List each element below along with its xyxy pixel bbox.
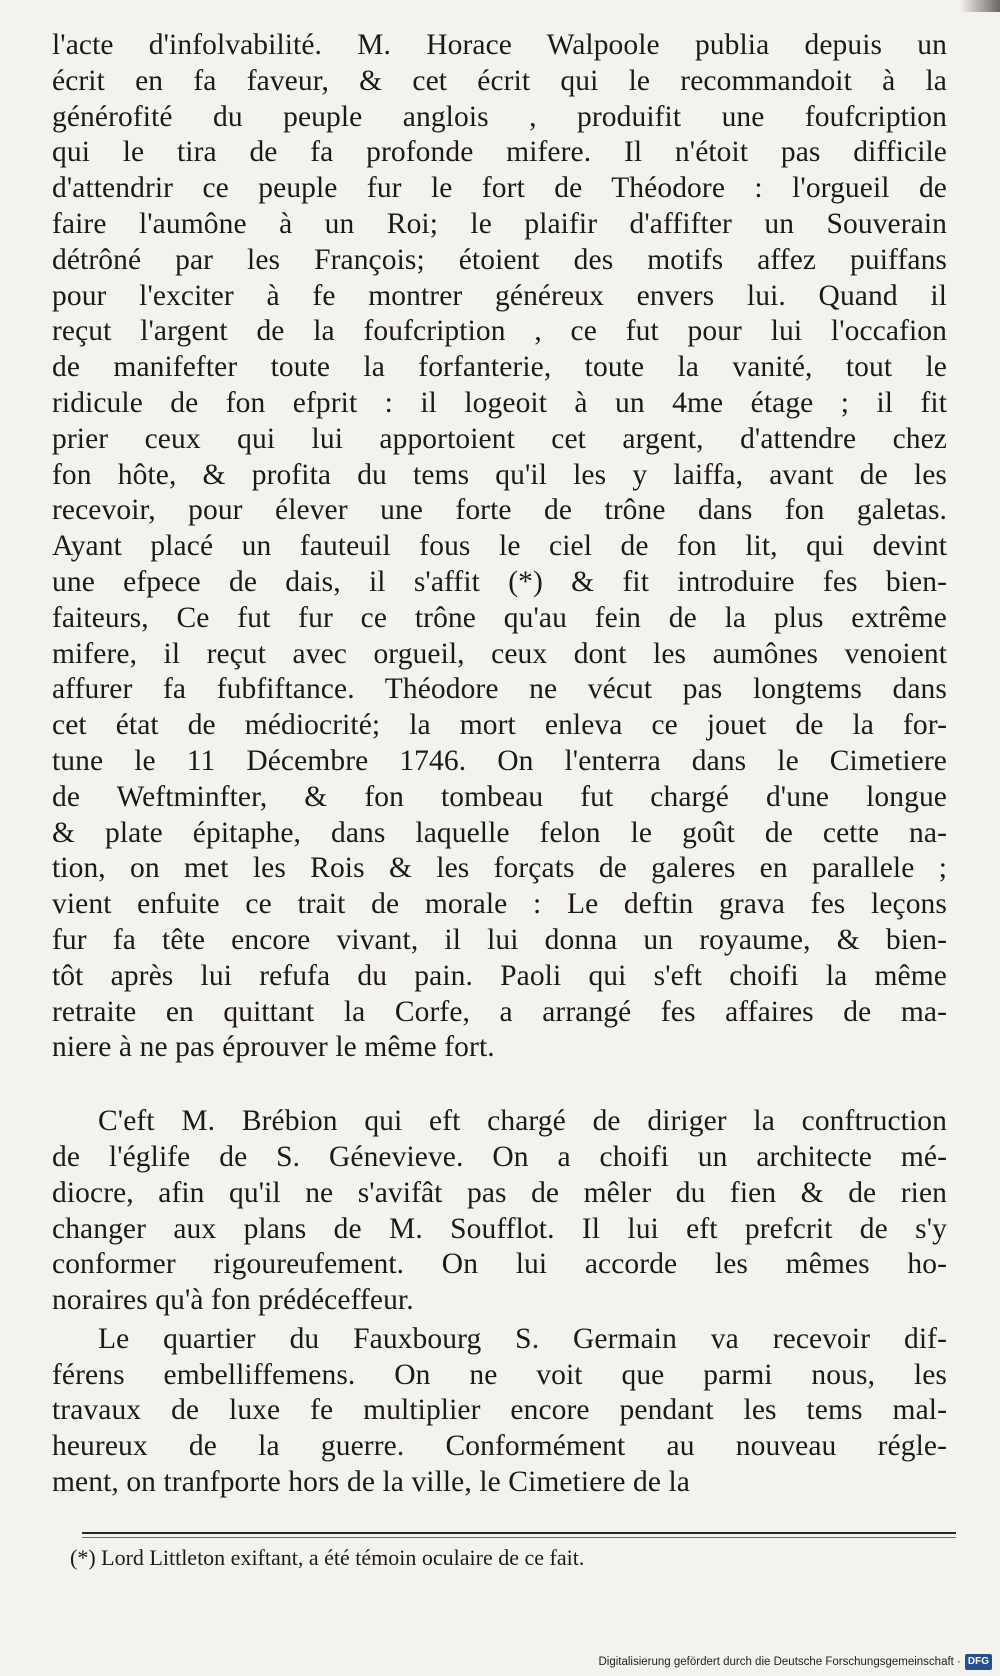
text-line: ridicule de fon efprit : il logeoit à un 4me étage ; il fit xyxy=(52,386,947,419)
footnote-rule-thin xyxy=(82,1537,956,1538)
text-line: cet état de médiocrité; la mort enleva ce jouet de la for- xyxy=(52,709,947,742)
footnote: (*) Lord Littleton exiftant, a été témoin oculaire de ce fait. xyxy=(70,1545,585,1570)
page-text xyxy=(52,28,947,1501)
text-line: vient enfuite ce trait de morale : Le deftin grava fes leçons xyxy=(52,888,947,921)
paragraph-fauxbourg xyxy=(52,1322,947,1501)
text-line: pour l'exciter à fe montrer généreux envers lui. Quand il xyxy=(52,279,947,312)
text-line: qui le tira de fa profonde mifere. Il n'étoit pas difficile xyxy=(52,136,947,169)
text-line: l'acte d'infolvabilité. M. Horace Walpoole publia depuis un xyxy=(52,29,947,61)
text-line: faiteurs, Ce fut fur ce trône qu'au fein de la plus extrême xyxy=(52,601,947,634)
text-line: travaux de luxe fe multiplier encore pendant les tems mal- xyxy=(52,1394,947,1427)
text-line: conformer rigoureufement. On lui accorde les mêmes ho- xyxy=(52,1248,947,1281)
paragraph-theodore xyxy=(52,28,947,1066)
text-line: tion, on met les Rois & les forçats de galeres en parallele ; xyxy=(52,852,947,885)
text-line: générofité du peuple anglois , produifit une foufcription xyxy=(52,100,947,133)
text-line: prier ceux qui lui apportoient cet argent, d'attendre chez xyxy=(52,422,947,455)
text-line: Ayant placé un fauteuil fous le ciel de fon lit, qui devint xyxy=(52,530,947,563)
text-line: de manifefter toute la forfanterie, toute la vanité, tout le xyxy=(52,351,947,384)
text-line: écrit en fa faveur, & cet écrit qui le recommandoit à la xyxy=(52,64,947,97)
text-line: ment, on tranfporte hors de la ville, le Cimetiere de la xyxy=(52,1466,690,1499)
paragraph-brebion xyxy=(52,1104,947,1319)
text-line: retraite en quittant la Corfe, a arrangé fes affaires de ma- xyxy=(52,995,947,1028)
text-line: faire l'aumône à un Roi; le plaifir d'affifter un Souverain xyxy=(52,207,947,240)
paragraph-gap xyxy=(52,1066,947,1104)
text-line: d'attendrir ce peuple fur le fort de Théodore : l'orgueil de xyxy=(52,172,947,205)
text-line: de Weftminfter, & fon tombeau fut chargé d'une longue xyxy=(52,780,947,813)
text-line: noraires qu'à fon prédéceffeur. xyxy=(52,1284,414,1317)
dfg-logo: DFG xyxy=(965,1654,992,1670)
text-line: niere à ne pas éprouver le même fort. xyxy=(52,1031,495,1064)
text-line: reçut l'argent de la foufcription , ce fut pour lui l'occafion xyxy=(52,315,947,348)
text-line: recevoir, pour élever une forte de trône dans fon galetas. xyxy=(52,494,947,527)
text-line: & plate épitaphe, dans laquelle felon le goût de cette na- xyxy=(52,816,947,849)
text-line: tôt après lui refufa du pain. Paoli qui s'eft choifi la même xyxy=(52,959,947,992)
text-line: Le quartier du Fauxbourg S. Germain va recevoir dif- xyxy=(98,1322,947,1355)
scan-edge xyxy=(960,0,1000,12)
digitization-credit xyxy=(598,1654,992,1670)
text-line: férens embelliffemens. On ne voit que parmi nous, les xyxy=(52,1358,947,1391)
text-line: affurer fa fubfiftance. Théodore ne vécut pas longtems dans xyxy=(52,673,947,706)
text-line: changer aux plans de M. Soufflot. Il lui eft prefcrit de s'y xyxy=(52,1212,947,1245)
text-line: de l'églife de S. Génevieve. On a choifi un architecte mé- xyxy=(52,1140,947,1173)
text-line: diocre, afin qu'il ne s'avifât pas de mêler du fien & de rien xyxy=(52,1176,947,1209)
text-line: tune le 11 Décembre 1746. On l'enterra dans le Cimetiere xyxy=(52,744,947,777)
text-line: fon hôte, & profita du tems qu'il les y laiffa, avant de les xyxy=(52,458,947,491)
credit-text: Digitalisierung gefördert durch die Deutsche Forschungsgemeinschaft · xyxy=(598,1656,961,1668)
text-line: détrôné par les François; étoient des motifs affez puiffans xyxy=(52,243,947,276)
footnote-rule xyxy=(82,1532,956,1534)
text-line: heureux de la guerre. Conformément au nouveau régle- xyxy=(52,1430,947,1463)
text-line: une efpece de dais, il s'affit (*) & fit introduire fes bien- xyxy=(52,565,947,598)
text-line: mifere, il reçut avec orgueil, ceux dont les aumônes venoient xyxy=(52,637,947,670)
text-line: C'eft M. Brébion qui eft chargé de diriger la conftruction xyxy=(98,1105,947,1138)
text-line: fur fa tête encore vivant, il lui donna un royaume, & bien- xyxy=(52,923,947,956)
